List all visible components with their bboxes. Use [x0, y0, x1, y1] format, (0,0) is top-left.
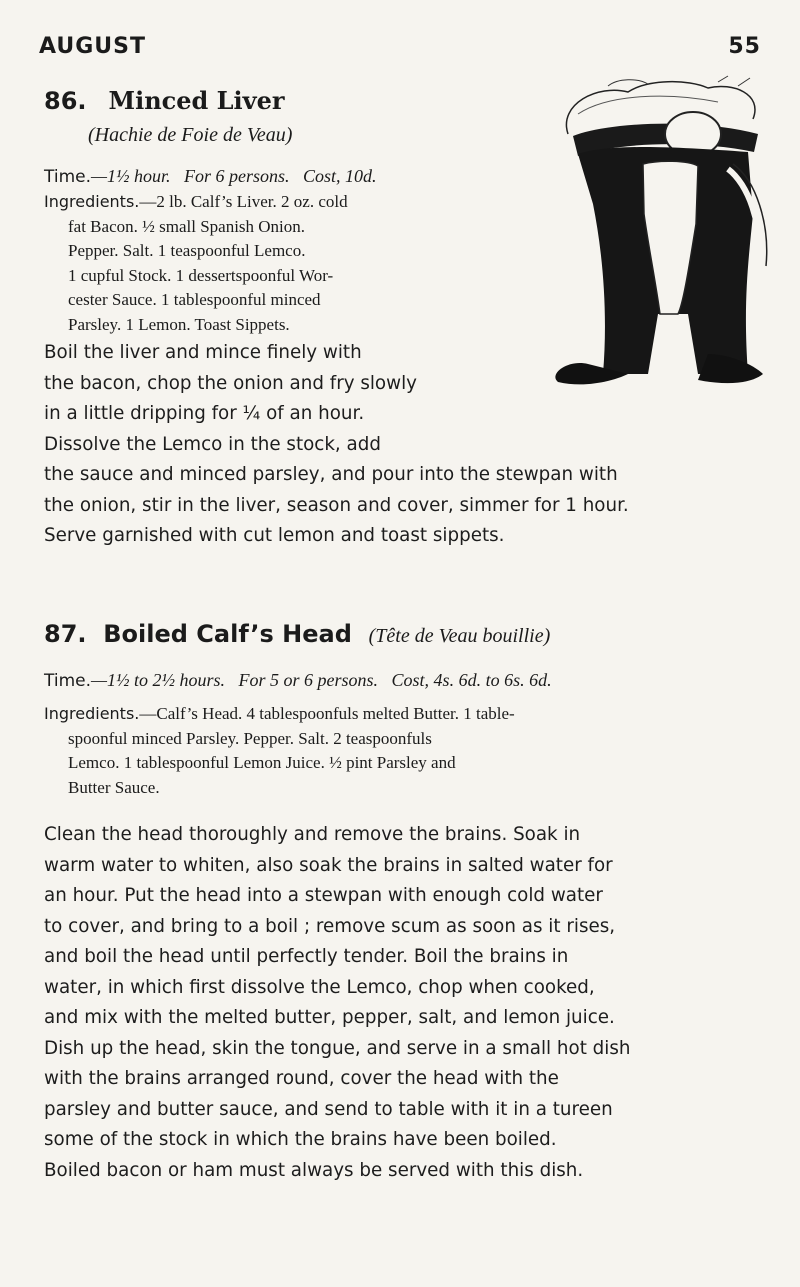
- recipe-86-method-bottom: [44, 460, 760, 552]
- method-line: some of the stock in which the brains have been boiled.: [44, 1129, 557, 1150]
- cost: Cost, 10d.: [303, 166, 377, 186]
- ingredients-line: Parsley. 1 Lemon. Toast Sippets.: [68, 314, 290, 334]
- method-line: in a little dripping for ¼ of an hour.: [44, 403, 365, 424]
- method-line: parsley and butter sauce, and send to table with it in a tureen: [44, 1098, 613, 1120]
- persons: For 5 or 6 persons.: [238, 670, 379, 690]
- cost: Cost, 4s. 6d. to 6s. 6d.: [391, 670, 552, 690]
- method-line: the sauce and minced parsley, and pour into the stewpan with: [44, 464, 618, 485]
- recipe-87-heading: [44, 620, 764, 648]
- recipe-87-method: [44, 820, 760, 1186]
- ingredients-line: —2 lb. Calf’s Liver. 2 oz. cold: [139, 192, 348, 211]
- method-line: Dissolve the Lemco in the stock, add: [44, 433, 381, 455]
- method-line: to cover, and bring to a boil ; remove scum as soon as it rises,: [44, 915, 616, 937]
- time-label: Time.: [44, 167, 92, 187]
- ingredients-line: 1 cupful Stock. 1 dessertspoonful Wor-: [68, 265, 334, 285]
- recipe-title: Boiled Calf’s Head: [103, 620, 352, 648]
- time-value: —1½ to 2½ hours.: [91, 670, 226, 690]
- method-line: the bacon, chop the onion and fry slowly: [44, 372, 417, 394]
- recipe-number: 87.: [44, 620, 87, 648]
- recipe-subtitle: (Tête de Veau bouillie): [368, 625, 551, 647]
- recipe-title: Minced Liver: [108, 86, 285, 115]
- recipe-number: 86.: [44, 87, 87, 115]
- ingredients-line: Butter Sauce.: [68, 777, 160, 797]
- method-line: an hour. Put the head into a stewpan with enough cold water: [44, 885, 603, 906]
- ingredients-label: Ingredients.: [44, 192, 140, 211]
- ingredients-line: Pepper. Salt. 1 teaspoonful Lemco.: [68, 241, 306, 260]
- ingredients-label: Ingredients.: [44, 704, 140, 723]
- recipe-86-ingredients: [44, 190, 514, 337]
- ingredients-line: spoonful minced Parsley. Pepper. Salt. 2 teaspoonfuls: [68, 728, 432, 748]
- ingredients-line: cester Sauce. 1 tablespoonful minced: [68, 290, 321, 309]
- ingredients-line: Lemco. 1 tablespoonful Lemon Juice. ½ pint Parsley and: [68, 753, 456, 772]
- recipe-86-method-top: [44, 338, 524, 460]
- recipe-87-ingredients: [44, 702, 760, 800]
- recipe-86-subtitle: (Hachie de Foie de Veau): [88, 124, 293, 146]
- ingredients-line: —Calf’s Head. 4 tablespoonfuls melted Butter. 1 table-: [139, 704, 515, 723]
- method-line: Boiled bacon or ham must always be served with this dish.: [44, 1159, 584, 1181]
- method-line: with the brains arranged round, cover the head with the: [44, 1068, 559, 1089]
- persons: For 6 persons.: [184, 166, 290, 186]
- running-head-month: AUGUST: [39, 34, 146, 59]
- method-line: the onion, stir in the liver, season and cover, simmer for 1 hour.: [44, 494, 629, 516]
- method-line: and mix with the melted butter, pepper, salt, and lemon juice.: [44, 1007, 615, 1028]
- page-number: 55: [728, 34, 761, 59]
- recipe-86-heading: [44, 86, 504, 115]
- method-line: water, in which first dissolve the Lemco, chop when cooked,: [44, 976, 595, 998]
- recipe-87-time-line: [44, 668, 552, 694]
- method-line: Serve garnished with cut lemon and toast sippets.: [44, 525, 505, 546]
- chef-figure-illustration: [548, 74, 778, 404]
- method-line: and boil the head until perfectly tender. Boil the brains in: [44, 946, 569, 967]
- recipe-86-time-line: [44, 164, 377, 190]
- method-line: Clean the head thoroughly and remove the brains. Soak in: [44, 824, 581, 845]
- page-header: [39, 34, 761, 59]
- method-line: warm water to whiten, also soak the brains in salted water for: [44, 854, 613, 876]
- method-line: Boil the liver and mince finely with: [44, 342, 362, 363]
- time-value: —1½ hour.: [91, 166, 171, 186]
- method-line: Dish up the head, skin the tongue, and serve in a small hot dish: [44, 1037, 631, 1059]
- time-label: Time.: [44, 671, 92, 691]
- ingredients-line: fat Bacon. ½ small Spanish Onion.: [68, 216, 306, 236]
